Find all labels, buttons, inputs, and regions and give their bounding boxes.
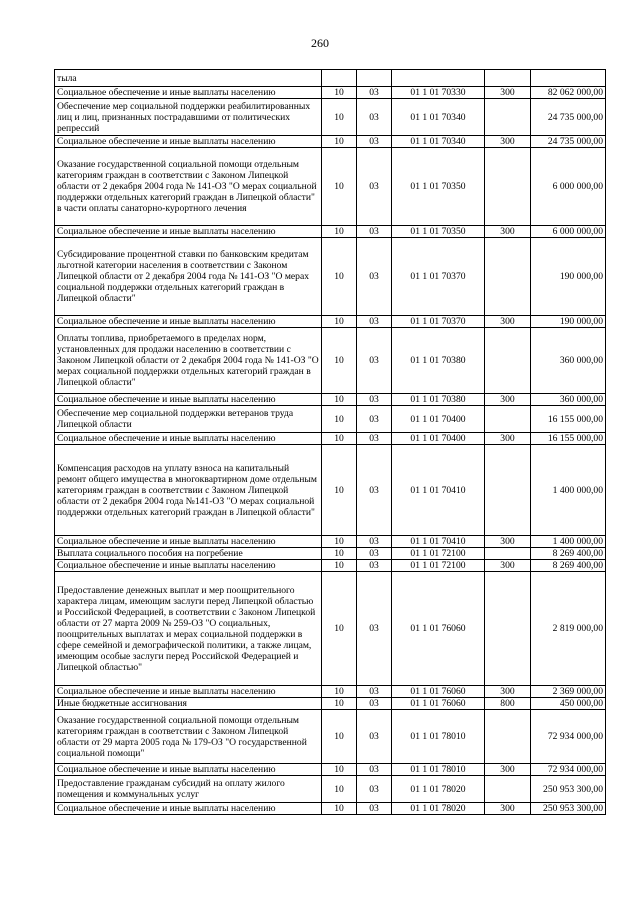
amount-cell: 450 000,00 [531, 698, 606, 710]
table-row [55, 560, 606, 572]
expense-type-cell: 300 [485, 536, 531, 548]
target-article-cell: 01 1 01 70410 [392, 445, 485, 536]
section-code-cell [322, 70, 357, 87]
section-code-cell: 10 [322, 99, 357, 136]
table-row [55, 406, 606, 433]
expense-type-cell: 300 [485, 226, 531, 238]
subsection-code-cell: 03 [357, 394, 392, 406]
expense-name-cell: Социальное обеспечение и иные выплаты населению [55, 536, 322, 548]
subsection-code-cell: 03 [357, 226, 392, 238]
target-article-cell: 01 1 01 78010 [392, 710, 485, 764]
section-code-cell: 10 [322, 394, 357, 406]
expense-name-cell: Обеспечение мер социальной поддержки ветеранов труда Липецкой области [55, 406, 322, 433]
section-code-cell: 10 [322, 238, 357, 316]
subsection-code-cell: 03 [357, 238, 392, 316]
expense-name-cell: тыла [55, 70, 322, 87]
expense-name-cell: Выплата социального пособия на погребение [55, 548, 322, 560]
table-row [55, 136, 606, 148]
section-code-cell: 10 [322, 226, 357, 238]
table-row [55, 710, 606, 764]
subsection-code-cell: 03 [357, 698, 392, 710]
subsection-code-cell: 03 [357, 87, 392, 99]
amount-cell: 250 953 300,00 [531, 776, 606, 803]
section-code-cell: 10 [322, 316, 357, 328]
table-row [55, 686, 606, 698]
target-article-cell: 01 1 01 70400 [392, 406, 485, 433]
expense-type-cell: 300 [485, 764, 531, 776]
table-row [55, 698, 606, 710]
expense-type-cell: 300 [485, 316, 531, 328]
amount-cell: 72 934 000,00 [531, 764, 606, 776]
section-code-cell: 10 [322, 136, 357, 148]
expense-name-cell: Оказание государственной социальной помощи отдельным категориям граждан в соответствии с Законом Липецкой области от 29 марта 2005 года № 179-ОЗ "О государственной социальной помощи" [55, 710, 322, 764]
table-row [55, 536, 606, 548]
subsection-code-cell: 03 [357, 572, 392, 686]
section-code-cell: 10 [322, 148, 357, 226]
target-article-cell: 01 1 01 70370 [392, 316, 485, 328]
section-code-cell: 10 [322, 803, 357, 815]
target-article-cell: 01 1 01 70330 [392, 87, 485, 99]
target-article-cell: 01 1 01 70340 [392, 136, 485, 148]
table-row [55, 328, 606, 394]
amount-cell: 2 369 000,00 [531, 686, 606, 698]
target-article-cell: 01 1 01 70370 [392, 238, 485, 316]
expense-type-cell: 300 [485, 686, 531, 698]
amount-cell: 360 000,00 [531, 328, 606, 394]
amount-cell: 2 819 000,00 [531, 572, 606, 686]
table-row [55, 433, 606, 445]
target-article-cell: 01 1 01 70410 [392, 536, 485, 548]
expense-type-cell [485, 548, 531, 560]
target-article-cell: 01 1 01 78010 [392, 764, 485, 776]
table-row [55, 776, 606, 803]
section-code-cell: 10 [322, 433, 357, 445]
table-row [55, 238, 606, 316]
expense-type-cell [485, 572, 531, 686]
subsection-code-cell: 03 [357, 536, 392, 548]
amount-cell: 1 400 000,00 [531, 445, 606, 536]
subsection-code-cell: 03 [357, 433, 392, 445]
target-article-cell: 01 1 01 70380 [392, 394, 485, 406]
expense-type-cell: 800 [485, 698, 531, 710]
expense-name-cell: Социальное обеспечение и иные выплаты населению [55, 764, 322, 776]
amount-cell: 360 000,00 [531, 394, 606, 406]
expense-name-cell: Социальное обеспечение и иные выплаты населению [55, 226, 322, 238]
target-article-cell: 01 1 01 70350 [392, 226, 485, 238]
subsection-code-cell: 03 [357, 328, 392, 394]
table-row [55, 764, 606, 776]
expense-type-cell [485, 70, 531, 87]
amount-cell: 190 000,00 [531, 316, 606, 328]
section-code-cell: 10 [322, 536, 357, 548]
subsection-code-cell: 03 [357, 148, 392, 226]
expense-type-cell [485, 406, 531, 433]
target-article-cell [392, 70, 485, 87]
section-code-cell: 10 [322, 445, 357, 536]
target-article-cell: 01 1 01 70340 [392, 99, 485, 136]
target-article-cell: 01 1 01 70350 [392, 148, 485, 226]
page-number: 260 [311, 36, 329, 50]
section-code-cell: 10 [322, 328, 357, 394]
table-row [55, 99, 606, 136]
target-article-cell: 01 1 01 70400 [392, 433, 485, 445]
section-code-cell: 10 [322, 560, 357, 572]
target-article-cell: 01 1 01 78020 [392, 776, 485, 803]
subsection-code-cell: 03 [357, 560, 392, 572]
amount-cell: 250 953 300,00 [531, 803, 606, 815]
expense-name-cell: Социальное обеспечение и иные выплаты населению [55, 87, 322, 99]
section-code-cell: 10 [322, 548, 357, 560]
table-row [55, 548, 606, 560]
budget-table [54, 69, 606, 815]
amount-cell: 1 400 000,00 [531, 536, 606, 548]
expense-name-cell: Социальное обеспечение и иные выплаты населению [55, 136, 322, 148]
expense-type-cell [485, 99, 531, 136]
expense-type-cell: 300 [485, 560, 531, 572]
expense-type-cell [485, 328, 531, 394]
expense-name-cell: Социальное обеспечение и иные выплаты населению [55, 686, 322, 698]
subsection-code-cell: 03 [357, 710, 392, 764]
table-row [55, 316, 606, 328]
table-row [55, 226, 606, 238]
section-code-cell: 10 [322, 776, 357, 803]
subsection-code-cell: 03 [357, 99, 392, 136]
expense-type-cell [485, 148, 531, 226]
table-row [55, 148, 606, 226]
expense-name-cell: Социальное обеспечение и иные выплаты населению [55, 394, 322, 406]
target-article-cell: 01 1 01 76060 [392, 572, 485, 686]
table-row [55, 572, 606, 686]
expense-name-cell: Обеспечение мер социальной поддержки реабилитированных лиц и лиц, признанных пострадавшими от политических репрессий [55, 99, 322, 136]
table-row [55, 87, 606, 99]
expense-type-cell: 300 [485, 394, 531, 406]
target-article-cell: 01 1 01 78020 [392, 803, 485, 815]
expense-name-cell: Предоставление гражданам субсидий на оплату жилого помещения и коммунальных услуг [55, 776, 322, 803]
expense-name-cell: Социальное обеспечение и иные выплаты населению [55, 316, 322, 328]
amount-cell: 82 062 000,00 [531, 87, 606, 99]
expense-type-cell: 300 [485, 803, 531, 815]
expense-type-cell [485, 238, 531, 316]
amount-cell: 6 000 000,00 [531, 226, 606, 238]
amount-cell: 8 269 400,00 [531, 560, 606, 572]
amount-cell: 8 269 400,00 [531, 548, 606, 560]
amount-cell: 190 000,00 [531, 238, 606, 316]
subsection-code-cell: 03 [357, 686, 392, 698]
section-code-cell: 10 [322, 686, 357, 698]
table-row [55, 70, 606, 87]
subsection-code-cell: 03 [357, 548, 392, 560]
expense-name-cell: Субсидирование процентной ставки по банковским кредитам льготной категории населения в соответствии с Законом Липецкой области от 2 декабря 2004 года № 141-ОЗ "О мерах социальной поддержки отдельных категорий граждан в Липецкой области" [55, 238, 322, 316]
expense-name-cell: Иные бюджетные ассигнования [55, 698, 322, 710]
target-article-cell: 01 1 01 72100 [392, 548, 485, 560]
amount-cell: 16 155 000,00 [531, 406, 606, 433]
subsection-code-cell: 03 [357, 776, 392, 803]
section-code-cell: 10 [322, 698, 357, 710]
amount-cell: 6 000 000,00 [531, 148, 606, 226]
section-code-cell: 10 [322, 572, 357, 686]
amount-cell: 24 735 000,00 [531, 99, 606, 136]
target-article-cell: 01 1 01 70380 [392, 328, 485, 394]
budget-table-body [55, 70, 606, 815]
subsection-code-cell: 03 [357, 764, 392, 776]
amount-cell: 24 735 000,00 [531, 136, 606, 148]
expense-name-cell: Компенсация расходов на уплату взноса на капитальный ремонт общего имущества в многоквартирном доме отдельным категориям граждан в соответствии с Законом Липецкой области от 2 декабря 2004 года №141-ОЗ "О мерах социальной поддержки отдельных категорий граждан в Липецкой области" [55, 445, 322, 536]
amount-cell [531, 70, 606, 87]
expense-type-cell [485, 710, 531, 764]
subsection-code-cell: 03 [357, 803, 392, 815]
table-row [55, 394, 606, 406]
expense-type-cell [485, 445, 531, 536]
expense-name-cell: Социальное обеспечение и иные выплаты населению [55, 433, 322, 445]
expense-name-cell: Оказание государственной социальной помощи отдельным категориям граждан в соответствии с Законом Липецкой области от 2 декабря 2004 года № 141-ОЗ "О мерах социальной поддержки отдельных категорий граждан в Липецкой области" в части оплаты санаторно-курортного лечения [55, 148, 322, 226]
target-article-cell: 01 1 01 72100 [392, 560, 485, 572]
amount-cell: 16 155 000,00 [531, 433, 606, 445]
table-row [55, 803, 606, 815]
section-code-cell: 10 [322, 406, 357, 433]
subsection-code-cell: 03 [357, 445, 392, 536]
section-code-cell: 10 [322, 710, 357, 764]
section-code-cell: 10 [322, 764, 357, 776]
expense-type-cell: 300 [485, 433, 531, 445]
amount-cell: 72 934 000,00 [531, 710, 606, 764]
expense-type-cell: 300 [485, 87, 531, 99]
subsection-code-cell: 03 [357, 316, 392, 328]
section-code-cell: 10 [322, 87, 357, 99]
subsection-code-cell: 03 [357, 406, 392, 433]
expense-type-cell [485, 776, 531, 803]
subsection-code-cell: 03 [357, 136, 392, 148]
table-row [55, 445, 606, 536]
expense-name-cell: Предоставление денежных выплат и мер поощрительного характера лицам, имеющим заслуги перед Липецкой областью и Российской Федерацией, в соответствии с Законом Липецкой области от 27 марта 2009 № 259-ОЗ "О социальных, поощрительных выплатах и мерах социальной поддержки в сфере семейной и демографической политики, а также лицам, имеющим особые заслуги перед Российской Федерацией и Липецкой областью" [55, 572, 322, 686]
expense-name-cell: Социальное обеспечение и иные выплаты населению [55, 560, 322, 572]
subsection-code-cell [357, 70, 392, 87]
expense-name-cell: Оплаты топлива, приобретаемого в пределах норм, установленных для продажи населению в соответствии с Законом Липецкой области от 2 декабря 2004 года № 141-ОЗ "О мерах социальной поддержки отдельных категорий граждан в Липецкой области" [55, 328, 322, 394]
target-article-cell: 01 1 01 76060 [392, 686, 485, 698]
expense-type-cell: 300 [485, 136, 531, 148]
target-article-cell: 01 1 01 76060 [392, 698, 485, 710]
expense-name-cell: Социальное обеспечение и иные выплаты населению [55, 803, 322, 815]
